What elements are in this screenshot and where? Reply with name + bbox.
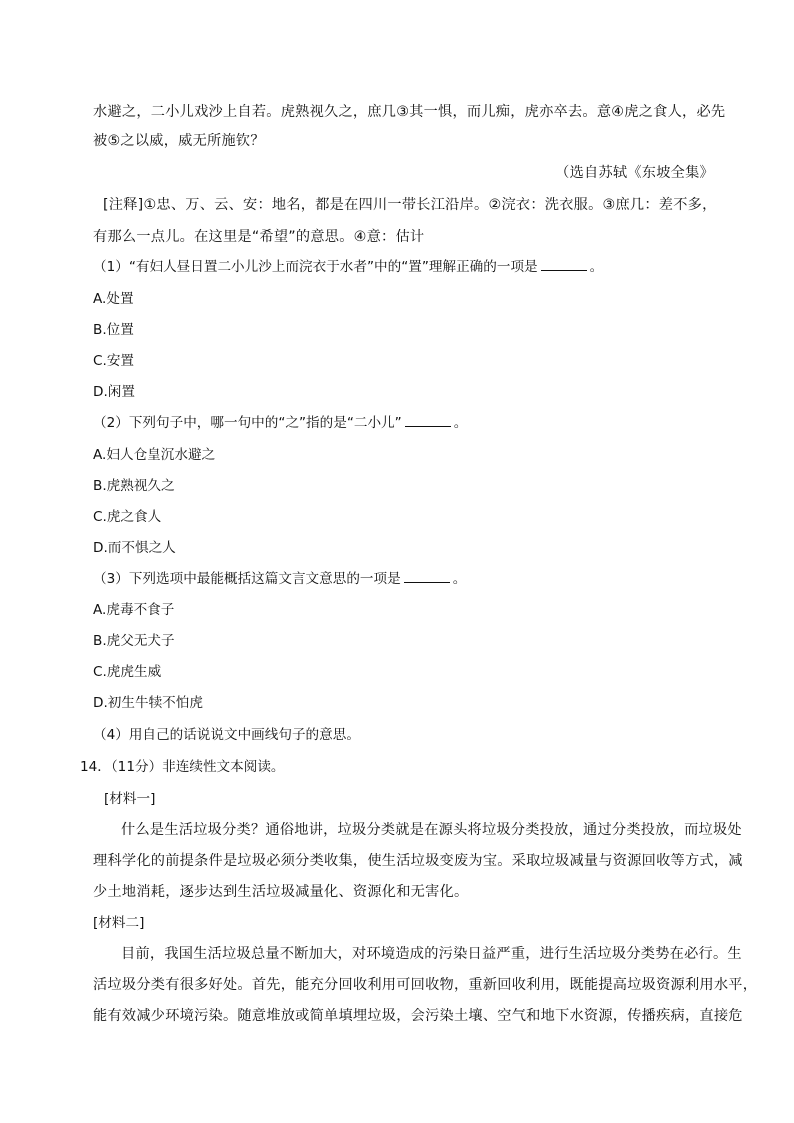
material-line: 能有效减少环境污染。随意堆放或简单填埋垃圾，会污染土壤、空气和地下水资源，传播疾病，直接危 — [93, 1008, 743, 1024]
option-c[interactable]: C.安置 — [93, 353, 135, 369]
answer-blank[interactable] — [405, 414, 451, 427]
question-end: 。 — [589, 259, 604, 275]
option-a[interactable]: A.妇人仓皇沉水避之 — [93, 447, 216, 463]
question-end: 。 — [453, 415, 468, 431]
material-line: 少土地消耗，逐步达到生活垃圾减量化、资源化和无害化。 — [93, 884, 469, 900]
option-a[interactable]: A.虎毒不食子 — [93, 602, 175, 618]
option-b[interactable]: B.位置 — [93, 322, 134, 338]
passage-line: 水避之，二小儿戏沙上自若。虎熟视久之，庶几③其一惧，而儿痴，虎亦卒去。意④虎之食人，必先 — [93, 104, 726, 120]
option-c[interactable]: C.虎虎生威 — [93, 664, 162, 680]
material-label: [材料一] — [104, 791, 156, 807]
section-heading: 14．（11分）非连续性文本阅读。 — [80, 759, 285, 775]
material-line: 目前，我国生活垃圾总量不断加大，对环境造成的污染日益严重，进行生活垃圾分类势在必行。生 — [121, 946, 742, 962]
option-d[interactable]: D.闲置 — [93, 384, 135, 400]
notes-line: 有那么一点儿。在这里是“希望”的意思。④意：估计 — [93, 229, 425, 245]
answer-blank[interactable] — [404, 570, 450, 583]
question-text: （3）下列选项中最能概括这篇文言文意思的一项是 — [93, 571, 401, 587]
material-line: 理科学化的前提条件是垃圾必须分类收集，使生活垃圾变废为宝。采取垃圾减量与资源回收等方式，减 — [93, 853, 743, 869]
notes-line: [注释]①忠、万、云、安：地名，都是在四川一带长江沿岸。②浣衣：洗衣服。③庶几：差不多， — [103, 197, 717, 213]
answer-blank[interactable] — [541, 258, 587, 271]
material-label: [材料二] — [93, 915, 145, 931]
question-stem — [93, 258, 603, 276]
option-a[interactable]: A.处置 — [93, 291, 134, 307]
question-text: （1）“有妇人昼日置二小儿沙上而浣衣于水者”中的“置”理解正确的一项是 — [93, 259, 538, 275]
question-end: 。 — [452, 571, 467, 587]
question-stem — [93, 414, 467, 432]
material-line: 什么是生活垃圾分类？通俗地讲，垃圾分类就是在源头将垃圾分类投放，通过分类投放，而垃圾处 — [121, 822, 742, 838]
option-c[interactable]: C.虎之食人 — [93, 509, 162, 525]
option-b[interactable]: B.虎熟视久之 — [93, 478, 175, 494]
option-d[interactable]: D.而不惧之人 — [93, 540, 176, 556]
passage-line: 被⑤之以威，威无所施钦？ — [93, 133, 265, 149]
question-stem — [93, 570, 466, 588]
question-stem: （4）用自己的话说说文中画线句子的意思。 — [93, 727, 360, 743]
option-d[interactable]: D.初生牛犊不怕虎 — [93, 695, 203, 711]
passage-source: （选自苏轼《东坡全集》 — [555, 165, 714, 181]
question-text: （2）下列句子中，哪一句中的“之”指的是“二小儿” — [93, 415, 402, 431]
option-b[interactable]: B.虎父无犬子 — [93, 633, 175, 649]
material-line: 活垃圾分类有很多好处。首先，能充分回收利用可回收物，重新回收利用，既能提高垃圾资源利用水平， — [93, 977, 758, 993]
